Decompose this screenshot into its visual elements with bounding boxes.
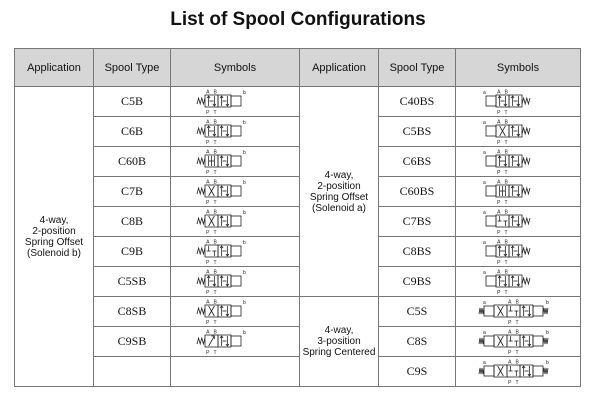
svg-text:P: P (206, 259, 210, 266)
spool-symbol-icon (478, 268, 558, 296)
spool-type-right: C9S (379, 357, 456, 387)
svg-text:P: P (497, 289, 501, 296)
spool-symbol-icon (195, 118, 275, 146)
symbol-right (456, 87, 581, 117)
symbol-right (456, 357, 581, 387)
symbol-right (456, 267, 581, 297)
svg-text:T: T (504, 289, 508, 296)
svg-text:T: T (504, 109, 508, 116)
table-row (15, 177, 581, 207)
symbol-left (171, 237, 300, 267)
symbol-left (171, 297, 300, 327)
table-row (15, 117, 581, 147)
svg-text:A: A (206, 329, 210, 335)
svg-text:A: A (497, 149, 501, 155)
symbol-right (456, 117, 581, 147)
svg-text:T: T (213, 289, 217, 296)
svg-text:P: P (497, 199, 501, 206)
svg-text:a: a (483, 179, 486, 186)
application-left-line: 2-position (32, 225, 76, 237)
svg-text:B: B (504, 149, 508, 155)
symbol-right (456, 327, 581, 357)
svg-text:b: b (243, 89, 246, 96)
application-right-c-line: Spring Centered (302, 347, 376, 358)
svg-text:T: T (213, 109, 217, 116)
table-row (15, 327, 581, 357)
svg-text:T: T (504, 139, 508, 146)
svg-text:b: b (243, 149, 246, 156)
application-right-c-line: 4-way, (324, 325, 354, 336)
svg-text:T: T (213, 349, 217, 356)
spool-type-right: C8BS (379, 237, 456, 267)
svg-text:B: B (213, 329, 217, 335)
svg-text:B: B (213, 269, 217, 275)
svg-text:B: B (515, 299, 519, 305)
svg-text:A: A (206, 119, 210, 125)
svg-text:a: a (483, 149, 486, 156)
svg-text:T: T (213, 229, 217, 236)
svg-text:P: P (206, 289, 210, 296)
application-right-a-line: 2-position (317, 180, 361, 192)
svg-text:B: B (504, 179, 508, 185)
spool-type-right: C8S (379, 327, 456, 357)
header-spool-type-left: Spool Type (94, 49, 171, 87)
svg-text:P: P (206, 109, 210, 116)
svg-text:A: A (206, 89, 210, 95)
spool-type-left: C8B (94, 207, 171, 237)
spool-type-left: C7B (94, 177, 171, 207)
svg-text:P: P (497, 139, 501, 146)
svg-text:T: T (504, 169, 508, 176)
spool-symbol-icon (478, 118, 558, 146)
svg-text:B: B (213, 119, 217, 125)
svg-text:A: A (497, 179, 501, 185)
svg-text:A: A (497, 239, 501, 245)
svg-text:T: T (515, 349, 519, 356)
spool-symbol-icon (195, 208, 275, 236)
svg-text:B: B (515, 359, 519, 365)
svg-text:T: T (515, 319, 519, 326)
application-left (15, 87, 94, 387)
svg-text:b: b (243, 239, 246, 246)
svg-text:a: a (483, 239, 486, 246)
application-left-line: Spring Offset (24, 236, 84, 248)
table-row (15, 237, 581, 267)
svg-text:A: A (206, 239, 210, 245)
svg-text:P: P (206, 169, 210, 176)
svg-text:b: b (243, 269, 246, 276)
symbol-left (171, 177, 300, 207)
symbol-left (171, 327, 300, 357)
spool-type-left: C60B (94, 147, 171, 177)
table-row (15, 87, 581, 117)
svg-text:B: B (504, 119, 508, 125)
spool-symbol-icon (478, 358, 558, 386)
svg-text:P: P (508, 379, 512, 386)
application-right-a-line: 4-way, (324, 169, 354, 181)
spool-symbol-icon (478, 148, 558, 176)
svg-text:A: A (206, 299, 210, 305)
svg-text:P: P (206, 319, 210, 326)
spool-type-left: C9B (94, 237, 171, 267)
svg-text:a: a (483, 299, 486, 306)
svg-text:B: B (504, 89, 508, 95)
svg-text:A: A (508, 299, 512, 305)
svg-text:T: T (213, 319, 217, 326)
header-spool-type-right: Spool Type (379, 49, 456, 87)
spool-symbol-icon (195, 328, 275, 356)
spool-type-left: C8SB (94, 297, 171, 327)
spool-type-right: C5BS (379, 117, 456, 147)
svg-text:b: b (243, 299, 246, 306)
svg-text:B: B (213, 209, 217, 215)
svg-text:P: P (497, 259, 501, 266)
svg-text:B: B (213, 179, 217, 185)
spool-type-left (94, 357, 171, 387)
symbol-right (456, 207, 581, 237)
svg-text:P: P (497, 169, 501, 176)
table-row (15, 357, 581, 387)
svg-text:b: b (546, 329, 549, 336)
spool-type-right: C9BS (379, 267, 456, 297)
application-right-c (300, 297, 379, 387)
svg-text:P: P (497, 109, 501, 116)
symbol-left (171, 147, 300, 177)
application-left-line: 4-way, (39, 214, 69, 226)
svg-text:A: A (497, 269, 501, 275)
svg-text:P: P (206, 229, 210, 236)
spool-symbol-icon (195, 148, 275, 176)
symbol-left (171, 87, 300, 117)
svg-text:a: a (483, 359, 486, 366)
svg-text:a: a (483, 209, 486, 216)
svg-text:a: a (483, 89, 486, 96)
spool-symbol-icon (478, 208, 558, 236)
spool-symbol-icon (195, 238, 275, 266)
svg-text:T: T (504, 229, 508, 236)
symbol-right (456, 147, 581, 177)
svg-text:a: a (483, 329, 486, 336)
svg-text:A: A (206, 269, 210, 275)
spool-type-left: C6B (94, 117, 171, 147)
symbol-left (171, 357, 300, 387)
svg-text:a: a (483, 269, 486, 276)
svg-text:T: T (213, 139, 217, 146)
svg-text:T: T (213, 199, 217, 206)
svg-text:b: b (546, 299, 549, 306)
spool-type-left: C5B (94, 87, 171, 117)
table-row (15, 267, 581, 297)
application-right-a-line: Spring Offset (309, 191, 369, 203)
spool-symbol-icon (195, 298, 275, 326)
svg-text:A: A (206, 149, 210, 155)
svg-text:B: B (504, 209, 508, 215)
svg-text:b: b (243, 329, 246, 336)
svg-text:P: P (497, 229, 501, 236)
spool-type-left: C9SB (94, 327, 171, 357)
svg-text:P: P (508, 349, 512, 356)
svg-text:T: T (213, 259, 217, 266)
svg-text:B: B (515, 329, 519, 335)
spool-symbol-icon (195, 88, 275, 116)
svg-text:b: b (243, 119, 246, 126)
svg-text:P: P (206, 199, 210, 206)
spool-type-right: C5S (379, 297, 456, 327)
spool-table (14, 48, 581, 387)
symbol-left (171, 207, 300, 237)
svg-text:P: P (206, 349, 210, 356)
header-symbols-left: Symbols (171, 49, 300, 87)
symbol-right (456, 297, 581, 327)
symbol-left (171, 117, 300, 147)
svg-text:A: A (497, 89, 501, 95)
svg-text:T: T (515, 379, 519, 386)
svg-text:b: b (243, 209, 246, 216)
svg-text:a: a (483, 119, 486, 126)
spool-type-right: C60BS (379, 177, 456, 207)
svg-text:P: P (508, 319, 512, 326)
header-application-left: Application (15, 49, 94, 87)
svg-text:A: A (508, 329, 512, 335)
application-left-line: (Solenoid b) (27, 247, 81, 259)
svg-text:A: A (206, 179, 210, 185)
spool-symbol-icon (478, 88, 558, 116)
svg-text:T: T (504, 199, 508, 206)
spool-type-right: C40BS (379, 87, 456, 117)
spool-symbol-icon (195, 178, 275, 206)
svg-text:B: B (504, 269, 508, 275)
svg-text:A: A (508, 359, 512, 365)
table-row (15, 207, 581, 237)
svg-text:P: P (206, 139, 210, 146)
svg-text:B: B (213, 149, 217, 155)
svg-text:B: B (213, 89, 217, 95)
application-right-a-line: (Solenoid a) (312, 202, 366, 214)
spool-type-right: C7BS (379, 207, 456, 237)
symbol-right (456, 237, 581, 267)
spool-symbol-icon (478, 178, 558, 206)
svg-text:b: b (546, 359, 549, 366)
spool-type-right: C6BS (379, 147, 456, 177)
spool-symbol-icon (195, 268, 275, 296)
spool-symbol-icon (478, 298, 558, 326)
svg-text:B: B (213, 299, 217, 305)
svg-text:A: A (497, 119, 501, 125)
svg-text:b: b (243, 179, 246, 186)
table-row (15, 147, 581, 177)
svg-text:T: T (504, 259, 508, 266)
symbol-right (456, 177, 581, 207)
svg-text:B: B (213, 239, 217, 245)
svg-text:B: B (504, 239, 508, 245)
table-row (15, 297, 581, 327)
application-right-a (300, 87, 379, 297)
svg-text:T: T (213, 169, 217, 176)
svg-text:A: A (206, 209, 210, 215)
spool-symbol-icon (478, 328, 558, 356)
spool-type-left: C5SB (94, 267, 171, 297)
header-row (15, 49, 581, 87)
spool-symbol-icon (478, 238, 558, 266)
page-title: List of Spool Configurations (170, 9, 426, 30)
symbol-left (171, 267, 300, 297)
svg-text:A: A (497, 209, 501, 215)
header-application-right: Application (300, 49, 379, 87)
header-symbols-right: Symbols (456, 49, 581, 87)
application-right-c-line: 3-position (317, 336, 361, 347)
